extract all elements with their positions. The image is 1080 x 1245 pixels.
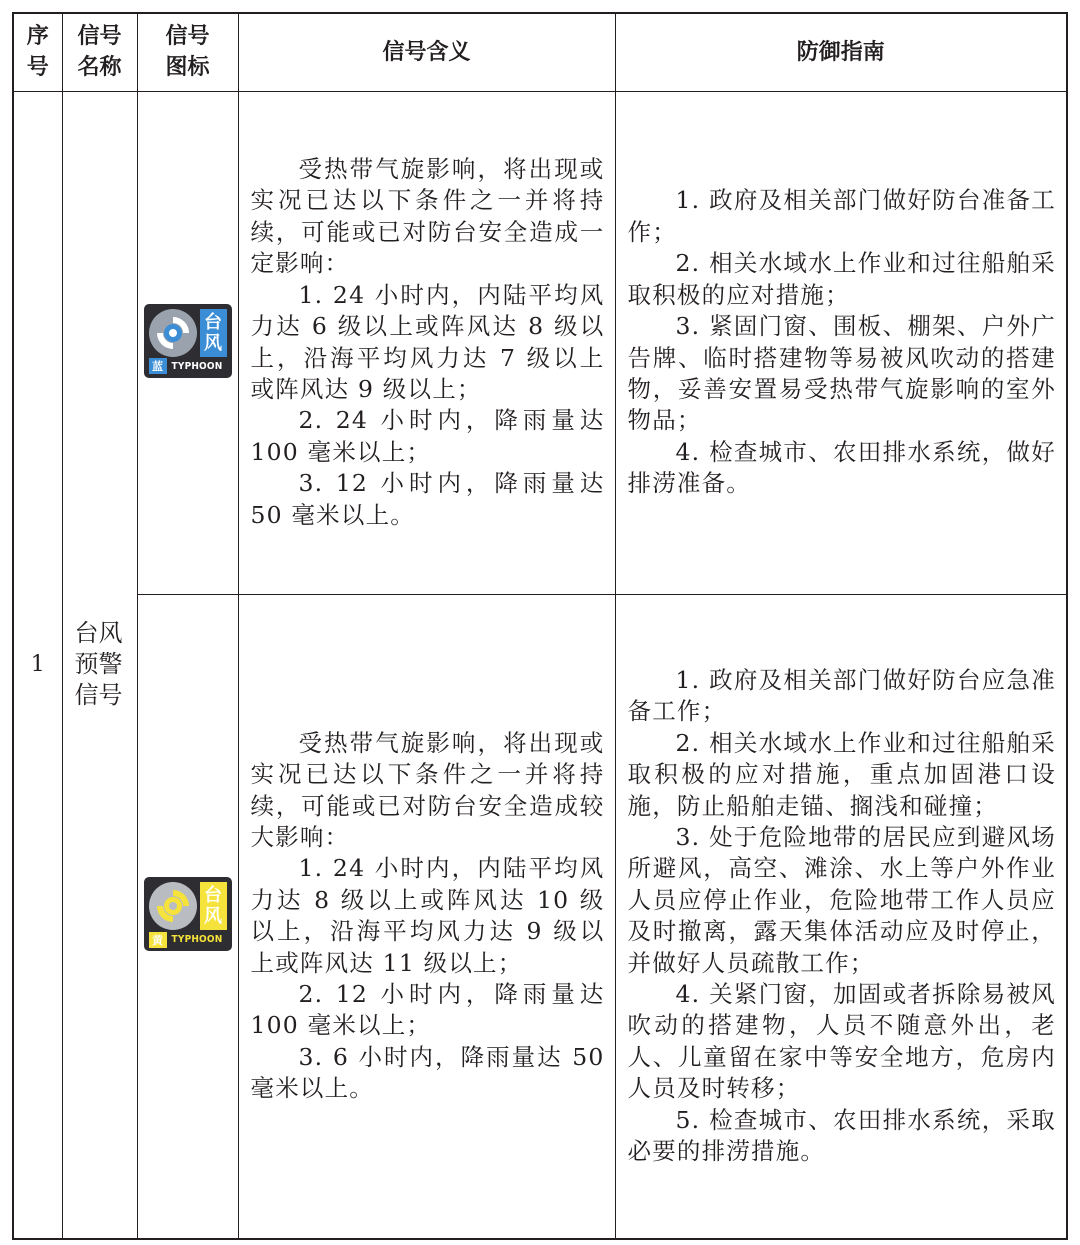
guide-item: 1. 政府及相关部门做好防台准备工作； (627, 186, 1056, 246)
signal-icon-cell-yellow (137, 594, 238, 1238)
header-name: 信号名称 (62, 14, 137, 91)
warning-signal-table-frame (12, 12, 1068, 1240)
header-guide: 防御指南 (615, 14, 1066, 91)
header-icon: 信号图标 (137, 14, 238, 91)
table-row-yellow (14, 594, 1066, 1238)
guide-item: 3. 处于危险地带的居民应到避风场所避风，高空、滩涂、水上等户外作业人员应停止作业，危险地带工作人员应及时撤离，露天集体活动应及时停止，并做好人员疏散工作； (627, 823, 1056, 977)
meaning-item: 1. 24 小时内，内陆平均风力达 6 级以上或阵风达 8 级以上，沿海平均风力达 7 级以上或阵风达 9 级以上； (250, 280, 605, 403)
typhoon-warning-table (14, 14, 1066, 1239)
signal-guide-yellow (615, 594, 1066, 1238)
meaning-item: 2. 24 小时内，降雨量达 100 毫米以上； (250, 406, 605, 466)
signal-icon-cell-blue (137, 91, 238, 594)
header-meaning: 信号含义 (238, 14, 615, 91)
typhoon-label-tag: 台 风 (200, 309, 227, 357)
guide-item: 3. 紧固门窗、围板、棚架、户外广告牌、临时搭建物等易被风吹动的搭建物，妥善安置易受热带气旋影响的室外物品； (627, 312, 1056, 435)
guide-item: 2. 相关水域水上作业和过往船舶采取积极的应对措施，重点加固港口设施，防止船舶走锚、搁浅和碰撞； (627, 728, 1056, 820)
typhoon-label-tag: 台 风 (200, 882, 227, 930)
meaning-item: 3. 6 小时内，降雨量达 50 毫米以上。 (250, 1042, 605, 1103)
typhoon-label-strip: 黄 TYPHOON (149, 932, 227, 947)
guide-item: 4. 关紧门窗，加固或者拆除易被风吹动的搭建物，人员不随意外出，老人、儿童留在家中等安全地方，危房内人员及时转移； (627, 980, 1056, 1103)
meaning-item: 1. 24 小时内，内陆平均风力达 8 级以上或阵风达 10 级以上，沿海平均风力达 9 级以上或阵风达 11 级以上； (250, 854, 605, 977)
signal-meaning-yellow (238, 594, 615, 1238)
signal-meaning-blue (238, 91, 615, 594)
typhoon-yellow-icon (144, 877, 232, 951)
header-seq: 序号 (14, 14, 62, 91)
typhoon-blue-icon (144, 304, 232, 378)
guide-item: 1. 政府及相关部门做好防台应急准备工作； (627, 666, 1056, 726)
meaning-intro: 受热带气旋影响，将出现或实况已达以下条件之一并将持续，可能或已对防台安全造成较大影响： (250, 728, 605, 852)
typhoon-spiral-icon (149, 882, 197, 930)
row-seq: 1 (14, 91, 62, 1238)
guide-item: 2. 相关水域水上作业和过往船舶采取积极的应对措施； (627, 249, 1056, 309)
meaning-item: 2. 12 小时内，降雨量达 100 毫米以上； (250, 980, 605, 1040)
guide-item: 5. 检查城市、农田排水系统，采取必要的排涝措施。 (627, 1105, 1056, 1166)
typhoon-spiral-icon (149, 309, 197, 357)
table-row-blue (14, 91, 1066, 594)
meaning-intro: 受热带气旋影响，将出现或实况已达以下条件之一并将持续，可能或已对防台安全造成一定影响： (250, 155, 605, 278)
row-signal-name: 台风预警信号 (62, 91, 137, 1238)
table-header-row (14, 14, 1066, 91)
meaning-item: 3. 12 小时内，降雨量达 50 毫米以上。 (250, 469, 605, 529)
signal-guide-blue (615, 91, 1066, 594)
guide-item: 4. 检查城市、农田排水系统，做好排涝准备。 (627, 437, 1056, 498)
typhoon-label-strip: 蓝 TYPHOON (149, 359, 227, 374)
